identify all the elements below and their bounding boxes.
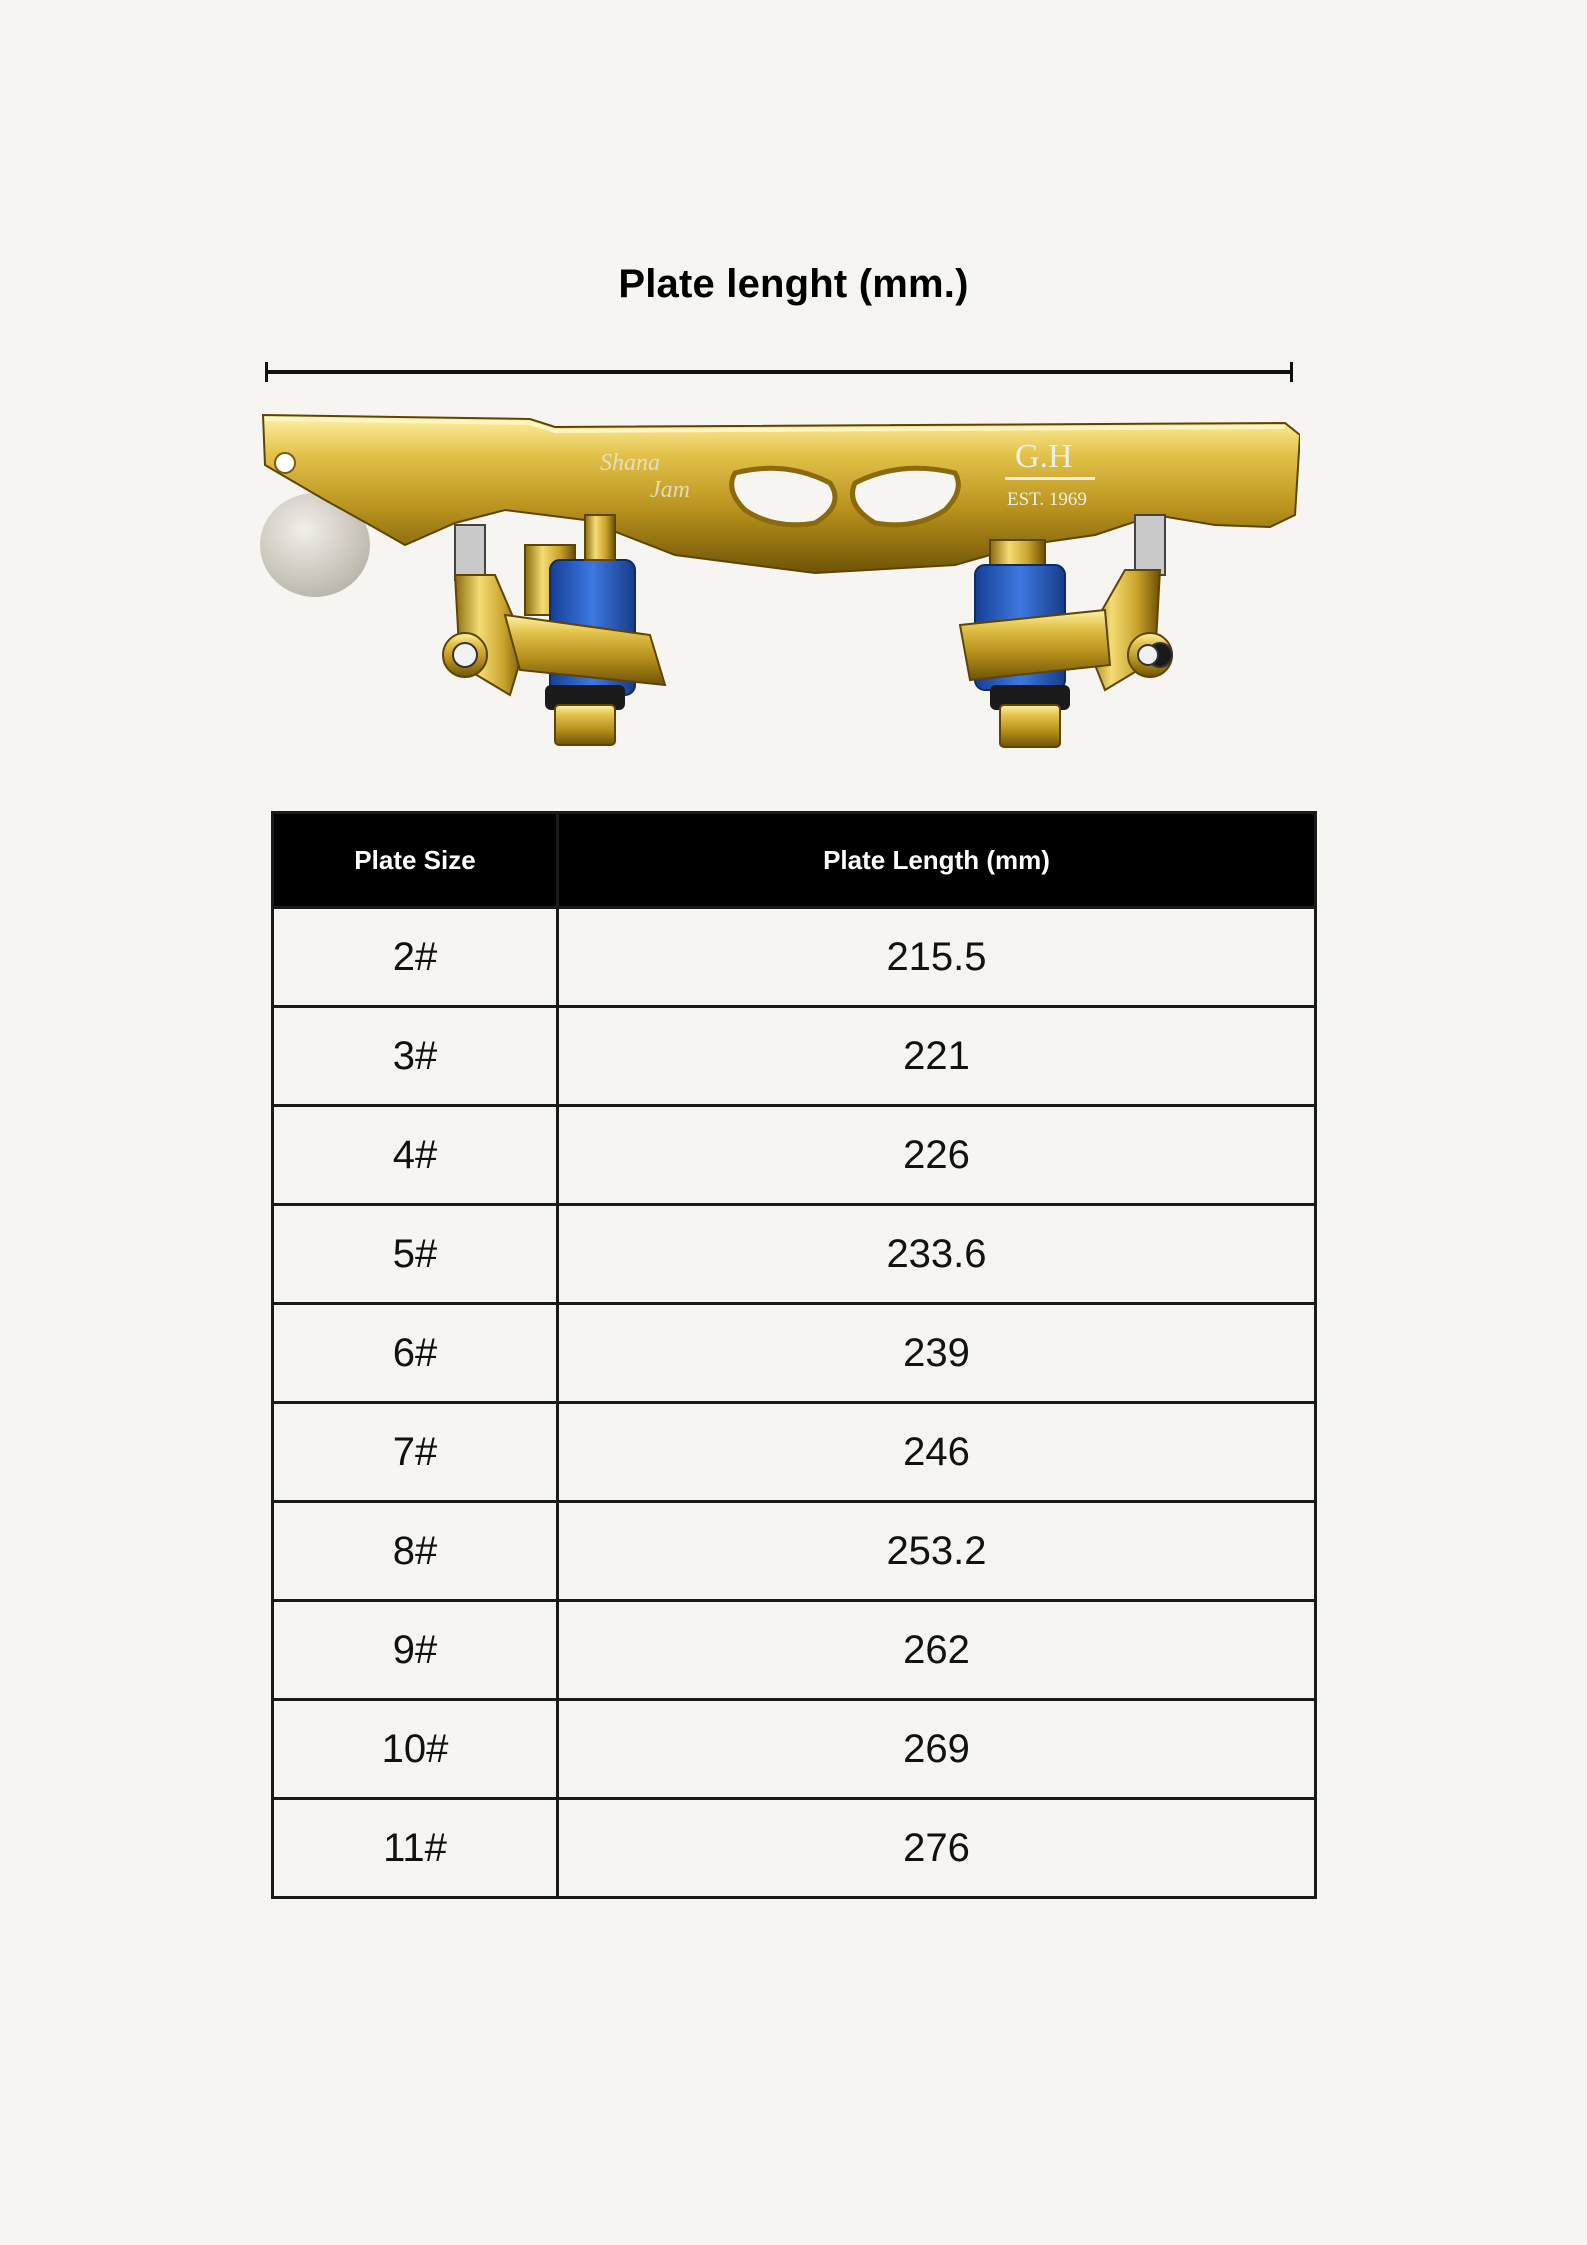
plate-length-cell: 269 [558,1700,1316,1799]
plate-length-cell: 276 [558,1799,1316,1898]
plate-size-cell: 8# [273,1502,558,1601]
plate-length-cell: 215.5 [558,908,1316,1007]
table-row [273,1502,1316,1601]
plate-size-cell: 2# [273,908,558,1007]
plate-size-cell: 7# [273,1403,558,1502]
column-header-plate-length: Plate Length (mm) [558,813,1316,908]
table-row [273,1106,1316,1205]
plate-length-cell: 246 [558,1403,1316,1502]
product-image [255,405,1300,765]
plate-size-cell: 3# [273,1007,558,1106]
page-title: Plate lenght (mm.) [618,262,969,306]
svg-text:Shana: Shana [600,450,660,476]
svg-text:G.H: G.H [1015,438,1073,475]
plate-length-cell: 233.6 [558,1205,1316,1304]
plate-size-cell: 6# [273,1304,558,1403]
svg-text:Jam: Jam [650,477,690,503]
plate-length-cell: 262 [558,1601,1316,1700]
plate-size-cell: 9# [273,1601,558,1700]
table-header-row [273,813,1316,908]
table-row [273,908,1316,1007]
column-header-plate-size: Plate Size [273,813,558,908]
plate-size-cell: 4# [273,1106,558,1205]
dimension-tick-right [1290,362,1293,382]
svg-text:EST. 1969: EST. 1969 [1007,489,1087,510]
plate-length-cell: 239 [558,1304,1316,1403]
table-row [273,1205,1316,1304]
plate-length-cell: 226 [558,1106,1316,1205]
plate-size-cell: 5# [273,1205,558,1304]
table-row [273,1601,1316,1700]
table-row [273,1700,1316,1799]
table-row [273,1403,1316,1502]
table-row [273,1007,1316,1106]
plate-size-cell: 10# [273,1700,558,1799]
plate-length-cell: 221 [558,1007,1316,1106]
plate-size-cell: 11# [273,1799,558,1898]
table-row [273,1799,1316,1898]
plate-size-table [271,811,1317,1899]
dimension-line [266,370,1292,374]
table-row [273,1304,1316,1403]
plate-length-cell: 253.2 [558,1502,1316,1601]
